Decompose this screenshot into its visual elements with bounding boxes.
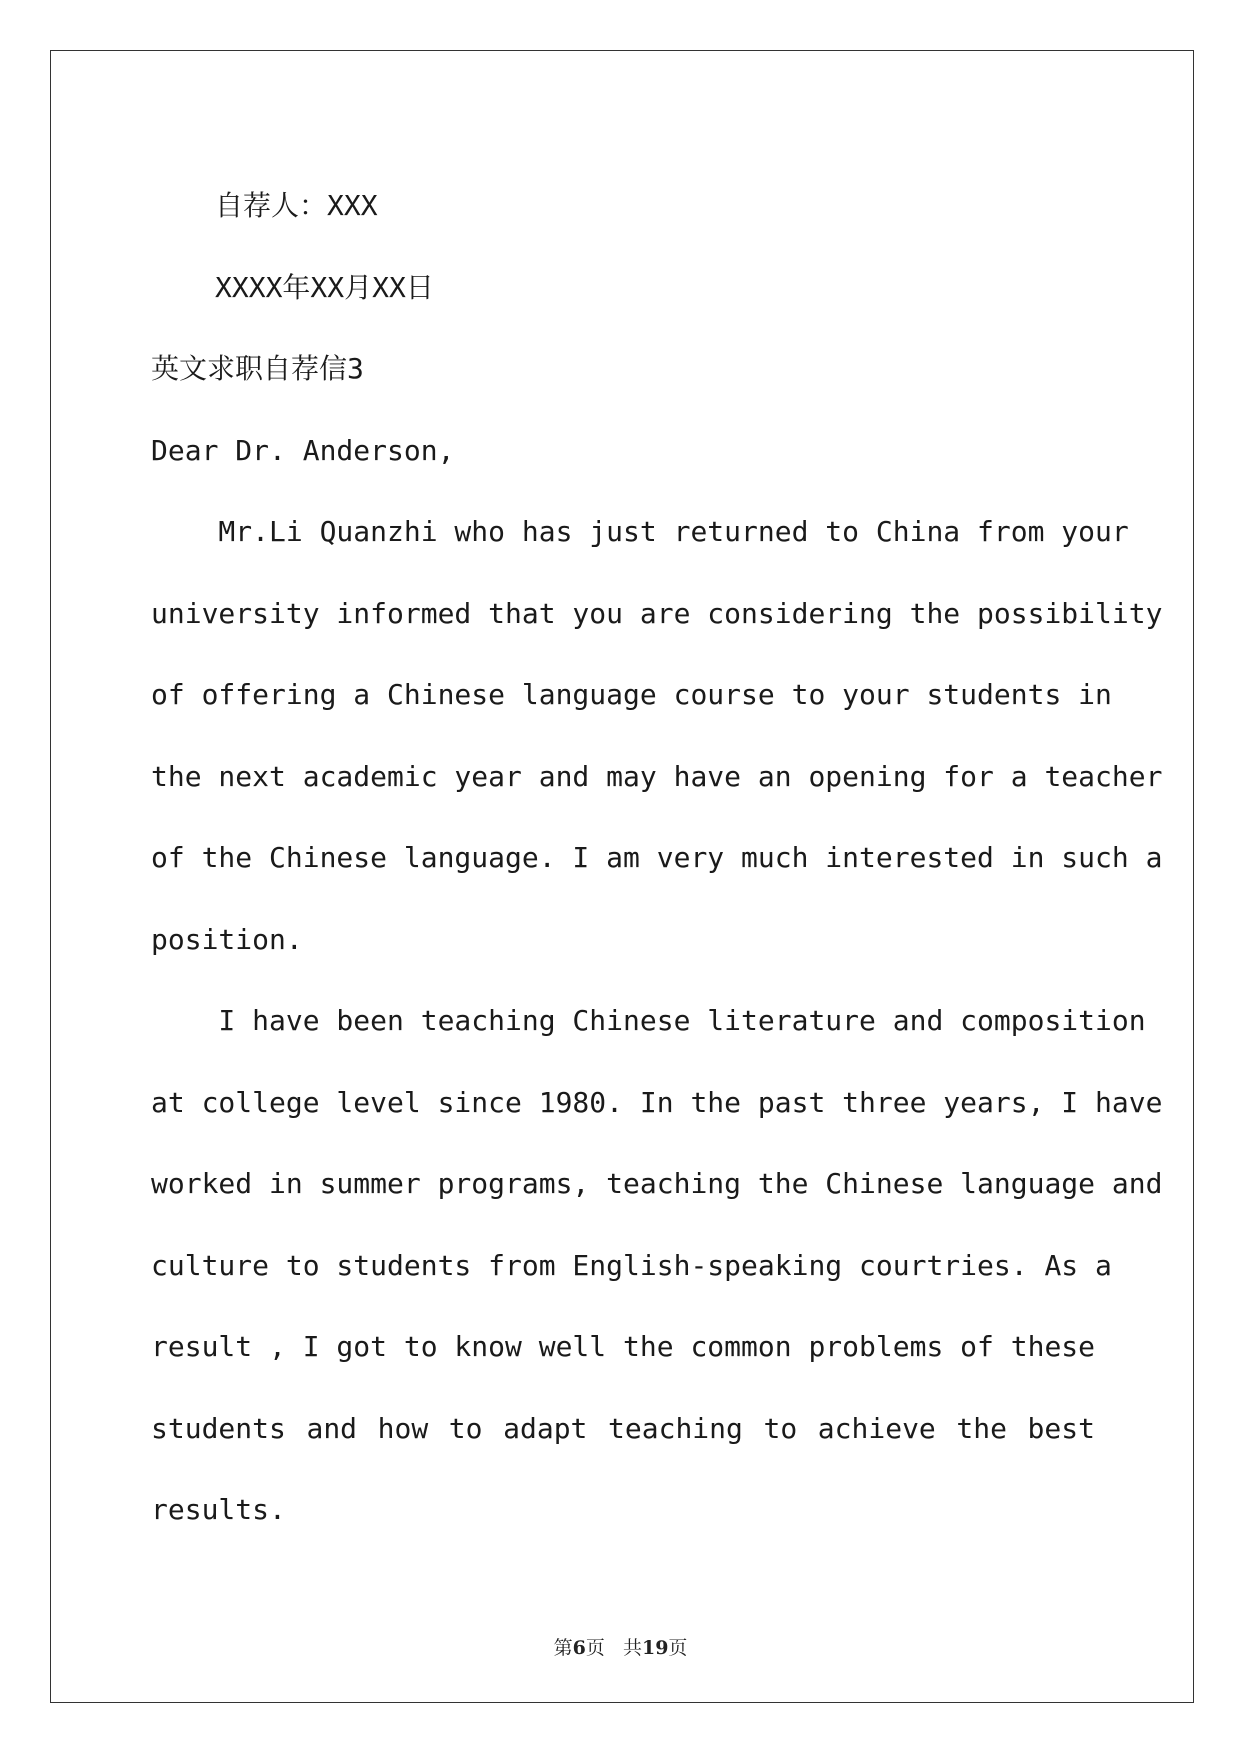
paragraph-line: I have been teaching Chinese literature and composition: [151, 1004, 1146, 1037]
paragraph-line: culture to students from English-speaking courtries. As a: [151, 1248, 1112, 1282]
section-title: 英文求职自荐信3: [151, 352, 364, 385]
paragraph-line: Mr.Li Quanzhi who has just returned to China from your: [151, 515, 1129, 548]
footer-total-prefix: 共: [622, 1637, 642, 1659]
paragraph-line: worked in summer programs, teaching the Chinese language and: [151, 1167, 1163, 1200]
paragraph-1: [151, 491, 1163, 980]
footer-page-prefix: 第: [553, 1637, 573, 1659]
self-recommender-line: 自荐人：XXX: [215, 189, 378, 222]
footer-page-number: 6: [572, 1637, 586, 1659]
paragraph-line: of offering a Chinese language course to your students in: [151, 678, 1112, 711]
salutation: Dear Dr. Anderson,: [151, 433, 455, 467]
page-footer: [0, 1633, 1241, 1660]
paragraph-line: position.: [151, 922, 303, 956]
letter-body: [151, 165, 1163, 1551]
footer-total-suffix: 页: [668, 1637, 688, 1659]
paragraph-2: [151, 980, 1163, 1551]
footer-page-suffix: 页: [585, 1637, 605, 1659]
paragraph-line: university informed that you are considering the possibility: [151, 596, 1163, 630]
paragraph-line: students and how to adapt teaching to achieve the best: [151, 1411, 1095, 1445]
paragraph-line: at college level since 1980. In the past three years, I have: [151, 1085, 1163, 1119]
paragraph-line: the next academic year and may have an opening for a teacher: [151, 759, 1163, 793]
paragraph-line: of the Chinese language. I am very much interested in such a: [151, 841, 1163, 874]
paragraph-line: results.: [151, 1493, 286, 1526]
date-line: XXXX年XX月XX日: [215, 270, 434, 304]
footer-total-number: 19: [641, 1637, 669, 1659]
paragraph-line: result , I got to know well the common problems of these: [151, 1330, 1096, 1363]
